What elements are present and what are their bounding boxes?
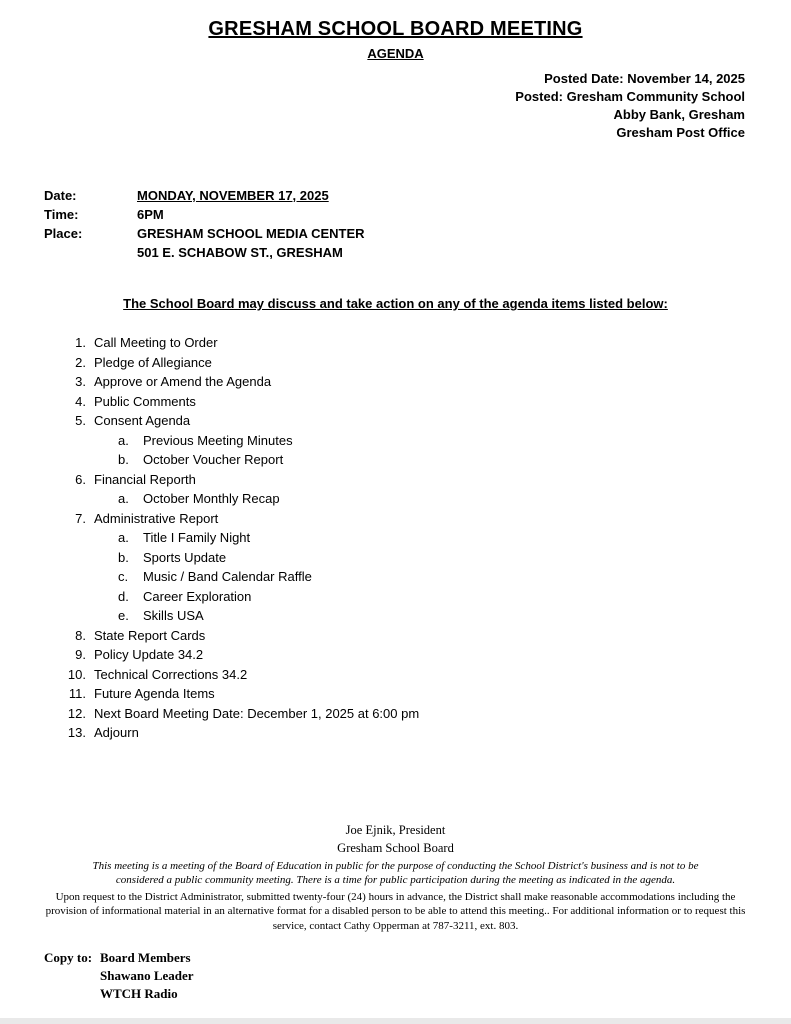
posted-info-block bbox=[0, 70, 745, 142]
agenda-subitem bbox=[60, 431, 791, 451]
agenda-item bbox=[60, 723, 791, 743]
agenda-item-number: 7. bbox=[75, 510, 86, 526]
agenda-item-text: Financial Reporth bbox=[94, 471, 196, 487]
agenda-subitem bbox=[60, 548, 791, 568]
agenda-item-number: 6. bbox=[75, 471, 86, 487]
agenda-subitem-text: Title I Family Night bbox=[143, 530, 251, 545]
agenda-item-number: 11. bbox=[68, 686, 86, 701]
meeting-place-row bbox=[44, 224, 791, 243]
date-value: MONDAY, NOVEMBER 17, 2025 bbox=[137, 188, 329, 203]
footer-organization: Gresham School Board bbox=[337, 840, 454, 855]
date-label: Date: bbox=[44, 188, 77, 203]
agenda-item-text: Future Agenda Items bbox=[94, 686, 215, 701]
time-label: Time: bbox=[44, 207, 79, 222]
footer-president: Joe Ejnik, President bbox=[345, 822, 446, 837]
meeting-time-row bbox=[44, 205, 791, 224]
agenda-subitem-text: October Monthly Recap bbox=[143, 491, 280, 506]
agenda-subitem-letter: a. bbox=[118, 432, 129, 448]
agenda-subitem-text: Previous Meeting Minutes bbox=[143, 432, 293, 448]
agenda-item-number: 5. bbox=[75, 413, 86, 428]
page-bottom-edge bbox=[0, 1018, 791, 1024]
page-title: GRESHAM SCHOOL BOARD MEETING bbox=[208, 18, 583, 40]
agenda-subitem-text: Music / Band Calendar Raffle bbox=[143, 569, 312, 584]
agenda-item bbox=[60, 645, 791, 665]
agenda-item-text: Adjourn bbox=[94, 725, 139, 740]
agenda-item-number: 1. bbox=[75, 335, 86, 350]
posted-location-line-2: Abby Bank, Gresham bbox=[613, 107, 745, 122]
agenda-item bbox=[60, 704, 791, 724]
agenda-item-text: State Report Cards bbox=[94, 627, 206, 643]
footer-disclaimer: This meeting is a meeting of the Board of Education in public for the purpose of conducting the School District's business and is not to be considered a public community meeting. There is a time for public participation during the meeting as indicated in the agenda. bbox=[92, 859, 699, 886]
agenda-subitem bbox=[60, 528, 791, 548]
footer-accommodation: Upon request to the District Administrator, submitted twenty-four (24) hours in advance, the District shall make reasonable accommodations including the provision of informational material in an alternative format for a disabled person to be able to attend this meeting.. For additional information or to request this service, contact Cathy Opperman at 787-3211, ext. 803. bbox=[45, 890, 746, 932]
agenda-item-number: 3. bbox=[75, 374, 86, 389]
agenda-item-text: Policy Update 34.2 bbox=[94, 647, 204, 662]
agenda-subitem-text: Sports Update bbox=[143, 549, 227, 565]
agenda-subitem bbox=[60, 567, 791, 587]
copy-to-recipients bbox=[100, 949, 791, 1003]
agenda-item-number: 8. bbox=[75, 627, 86, 643]
place-value-line-1: GRESHAM SCHOOL MEDIA CENTER bbox=[137, 226, 365, 241]
agenda-item-text: Call Meeting to Order bbox=[94, 335, 218, 350]
copy-to-label: Copy to: bbox=[44, 950, 93, 965]
copy-to-block bbox=[44, 949, 791, 1003]
agenda-subitem bbox=[60, 587, 791, 607]
footer-block bbox=[0, 821, 791, 934]
agenda-item-number: 13. bbox=[67, 725, 86, 740]
agenda-item bbox=[60, 392, 791, 412]
place-value-line-2: 501 E. SCHABOW ST., GRESHAM bbox=[137, 245, 343, 260]
agenda-list bbox=[60, 333, 791, 743]
place-label-spacer bbox=[44, 243, 137, 262]
agenda-item-text: Consent Agenda bbox=[94, 413, 191, 428]
agenda-item bbox=[60, 684, 791, 704]
agenda-subitem bbox=[60, 450, 791, 470]
agenda-subitem-text: October Voucher Report bbox=[143, 452, 284, 467]
agenda-subitem-letter: d. bbox=[118, 588, 129, 604]
agenda-item bbox=[60, 665, 791, 685]
agenda-subitem-letter: b. bbox=[118, 452, 129, 467]
agenda-item-text: Public Comments bbox=[94, 393, 196, 409]
agenda-item-number: 12. bbox=[67, 705, 86, 721]
meeting-date-row bbox=[44, 186, 791, 205]
agenda-item bbox=[60, 626, 791, 646]
place-label: Place: bbox=[44, 226, 83, 241]
agenda-item-number: 9. bbox=[75, 647, 86, 662]
time-value: 6PM bbox=[137, 207, 164, 222]
copy-to-recipient: WTCH Radio bbox=[100, 986, 178, 1001]
meeting-info-block bbox=[44, 186, 791, 262]
agenda-subitem bbox=[60, 489, 791, 509]
posted-date-line: Posted Date: November 14, 2025 bbox=[544, 71, 745, 86]
agenda-subitem-letter: b. bbox=[118, 549, 129, 565]
agenda-item bbox=[60, 470, 791, 490]
agenda-subitem-letter: e. bbox=[118, 608, 129, 623]
agenda-subitem-letter: a. bbox=[118, 530, 129, 545]
posted-location-line-1: Posted: Gresham Community School bbox=[515, 89, 745, 104]
agenda-item-number: 10. bbox=[67, 666, 86, 682]
agenda-item-text: Administrative Report bbox=[94, 510, 219, 526]
agenda-item bbox=[60, 509, 791, 529]
posted-location-line-3: Gresham Post Office bbox=[616, 125, 745, 140]
agenda-item-number: 2. bbox=[75, 354, 86, 370]
agenda-item bbox=[60, 372, 791, 392]
copy-to-recipient: Shawano Leader bbox=[100, 968, 194, 983]
agenda-notice: The School Board may discuss and take action on any of the agenda items listed below: bbox=[123, 296, 668, 311]
agenda-item-text: Pledge of Allegiance bbox=[94, 354, 212, 370]
copy-to-recipient: Board Members bbox=[100, 950, 191, 965]
agenda-item bbox=[60, 333, 791, 353]
agenda-item bbox=[60, 353, 791, 373]
agenda-subitem-text: Career Exploration bbox=[143, 588, 252, 604]
agenda-subitem-text: Skills USA bbox=[143, 608, 204, 623]
agenda-subitem-letter: c. bbox=[118, 569, 129, 584]
agenda-item-text: Technical Corrections 34.2 bbox=[94, 666, 248, 682]
agenda-item-text: Approve or Amend the Agenda bbox=[94, 374, 272, 389]
page-subtitle: AGENDA bbox=[367, 46, 424, 61]
agenda-subitem bbox=[60, 606, 791, 626]
agenda-item-number: 4. bbox=[75, 393, 86, 409]
meeting-place-row-2 bbox=[44, 243, 791, 262]
agenda-item bbox=[60, 411, 791, 431]
agenda-subitem-letter: a. bbox=[118, 491, 129, 506]
agenda-item-text: Next Board Meeting Date: December 1, 2025 at 6:00 pm bbox=[94, 705, 420, 721]
